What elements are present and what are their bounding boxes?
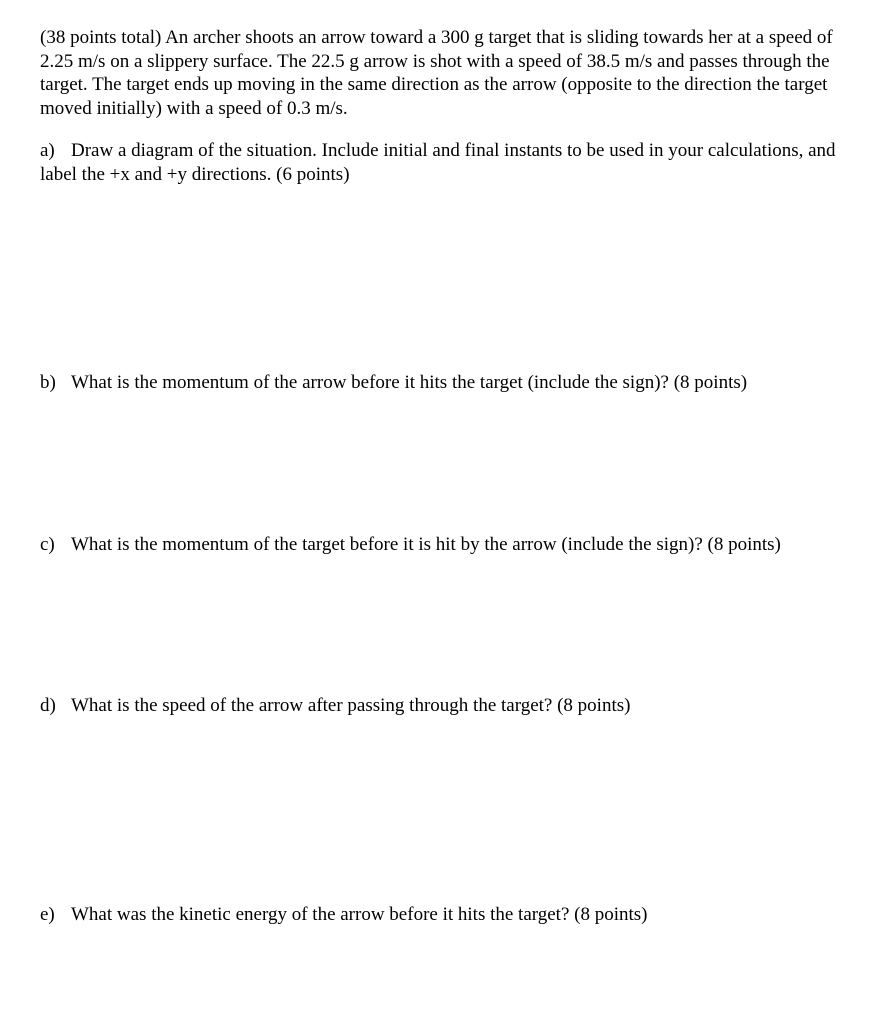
question-d-label: d) xyxy=(40,695,56,716)
question-a-text: Draw a diagram of the situation. Include initial and final instants to be used in your calculations, and label the +x and +y directions. (6 points) xyxy=(40,140,836,185)
question-b-text: What is the momentum of the arrow before it hits the target (include the sign)? (8 points) xyxy=(71,372,748,393)
question-a-label: a) xyxy=(40,140,55,161)
question-d-text: What is the speed of the arrow after passing through the target? (8 points) xyxy=(71,695,631,716)
question-c-text: What is the momentum of the target before it is hit by the arrow (include the sign)? (8 points) xyxy=(71,534,781,555)
question-c-label: c) xyxy=(40,534,55,555)
question-a xyxy=(40,139,840,186)
question-b xyxy=(40,371,840,395)
question-e-label: e) xyxy=(40,904,55,925)
question-e-text: What was the kinetic energy of the arrow before it hits the target? (8 points) xyxy=(71,904,648,925)
question-d xyxy=(40,694,840,718)
question-e xyxy=(40,903,840,927)
problem-statement: (38 points total) An archer shoots an arrow toward a 300 g target that is sliding towards her at a speed of 2.25 m/s on a slippery surface. The 22.5 g arrow is shot with a speed of 38.5 m/s and passes through the target. The target ends up moving in the same direction as the arrow (opposite to the direction the target moved initially) with a speed of 0.3 m/s. xyxy=(40,27,833,119)
question-c xyxy=(40,533,840,557)
question-b-label: b) xyxy=(40,372,56,393)
